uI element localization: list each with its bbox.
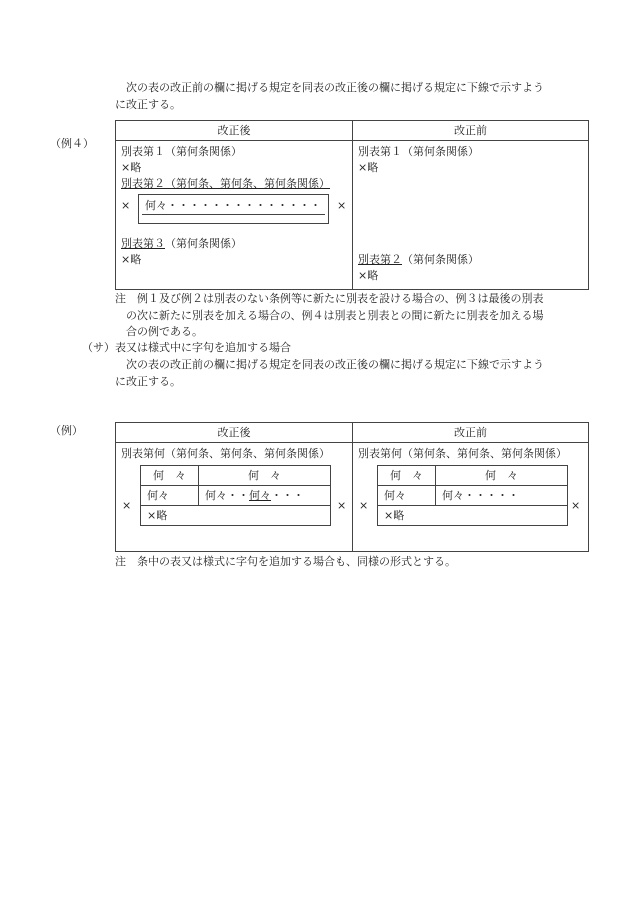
- after-table3-omit: ×略: [121, 253, 142, 266]
- section-paragraph: [115, 357, 585, 390]
- section-line-1: 次の表の改正前の欄に掲げる規定を同表の改正後の欄に掲げる規定に下線で示すよう: [126, 358, 544, 371]
- intro-line-2: に改正する。: [115, 97, 181, 111]
- header-before: 改正前: [353, 423, 589, 443]
- after-column: [116, 141, 352, 271]
- after-inner-omit-row: ×略: [141, 506, 331, 526]
- x-right-mark: ×: [337, 199, 347, 212]
- after-column: [116, 443, 352, 549]
- before-inner-row1-col2: 何々・・・・・: [436, 486, 568, 506]
- x-right-mark: ×: [571, 499, 581, 512]
- before-inner-header-1: 何 々: [378, 466, 436, 486]
- after-inner-header-2: 何 々: [199, 466, 331, 486]
- x-left-mark: ×: [121, 199, 131, 212]
- example-note: 注 条中の表又は様式に字句を追加する場合も、同様の形式とする。: [115, 555, 456, 568]
- example-label: （例）: [50, 424, 83, 437]
- intro-line-1: 次の表の改正前の欄に掲げる規定を同表の改正後の欄に掲げる規定に下線で示すよう: [126, 81, 544, 94]
- before-inner-omit-row: ×略: [378, 506, 568, 526]
- note-line-2: の次に新たに別表を加える場合の、例４は別表と別表との間に新たに別表を加える場: [126, 308, 544, 322]
- after-table3-name: 別表第３: [121, 237, 165, 250]
- section-line-2: に改正する。: [115, 374, 181, 388]
- after-inner-text-a: 何々・・: [205, 489, 249, 502]
- before-table2-rest: （第何条関係）: [402, 253, 479, 266]
- before-column: [353, 141, 588, 287]
- after-table1-omit: ×略: [121, 161, 142, 174]
- before-inner-row1-col1: 何々: [378, 486, 436, 506]
- after-table2-box: [138, 194, 329, 224]
- example-table: [115, 422, 589, 552]
- before-inner-table: [377, 465, 568, 526]
- after-table2-box-text: 何々・・・・・・・・・・・・・・: [142, 198, 325, 215]
- before-table2-omit: ×略: [358, 269, 379, 282]
- x-left-mark: ×: [122, 499, 132, 512]
- before-inner-header-2: 何 々: [436, 466, 568, 486]
- before-table2-name: 別表第２: [358, 253, 402, 266]
- section-marker: （サ）: [82, 341, 115, 354]
- note-line-1: 注 例１及び例２は別表のない条例等に新たに別表を設ける場合の、例３は最後の別表: [115, 292, 544, 305]
- before-table2-title: [358, 252, 583, 268]
- x-right-mark: ×: [337, 499, 347, 512]
- intro-paragraph: [115, 80, 585, 113]
- x-left-mark: ×: [359, 499, 369, 512]
- after-title: 別表第何（第何条、第何条、第何条関係）: [121, 447, 330, 460]
- after-table1-title: 別表第１（第何条関係）: [121, 145, 242, 158]
- before-table1-omit: ×略: [358, 161, 379, 174]
- after-inner-text-b: ・・・: [271, 489, 304, 502]
- after-table2-box-row: [121, 192, 347, 224]
- header-after: 改正後: [116, 121, 353, 141]
- example-4-table: [115, 120, 589, 290]
- after-table2-title: 別表第２（第何条、第何条、第何条関係）: [121, 177, 330, 190]
- note-line-3: 合の例である。: [126, 325, 203, 338]
- before-column: [353, 443, 588, 549]
- header-before: 改正前: [353, 121, 589, 141]
- after-table3-title: [121, 236, 347, 252]
- after-inner-row1-col2: [199, 486, 331, 506]
- after-inner-row1-col1: 何々: [141, 486, 199, 506]
- after-inner-header-1: 何 々: [141, 466, 199, 486]
- after-inner-table: [140, 465, 331, 526]
- section-heading: 表又は様式中に字句を追加する場合: [115, 341, 291, 354]
- before-table1-title: 別表第１（第何条関係）: [358, 145, 479, 158]
- before-title: 別表第何（第何条、第何条、第何条関係）: [358, 447, 567, 460]
- example-4-note: [115, 291, 590, 341]
- after-inner-text-added: 何々: [249, 489, 271, 502]
- example-4-label: （例４）: [50, 137, 94, 150]
- header-after: 改正後: [116, 423, 353, 443]
- after-table3-rest: （第何条関係）: [165, 237, 242, 250]
